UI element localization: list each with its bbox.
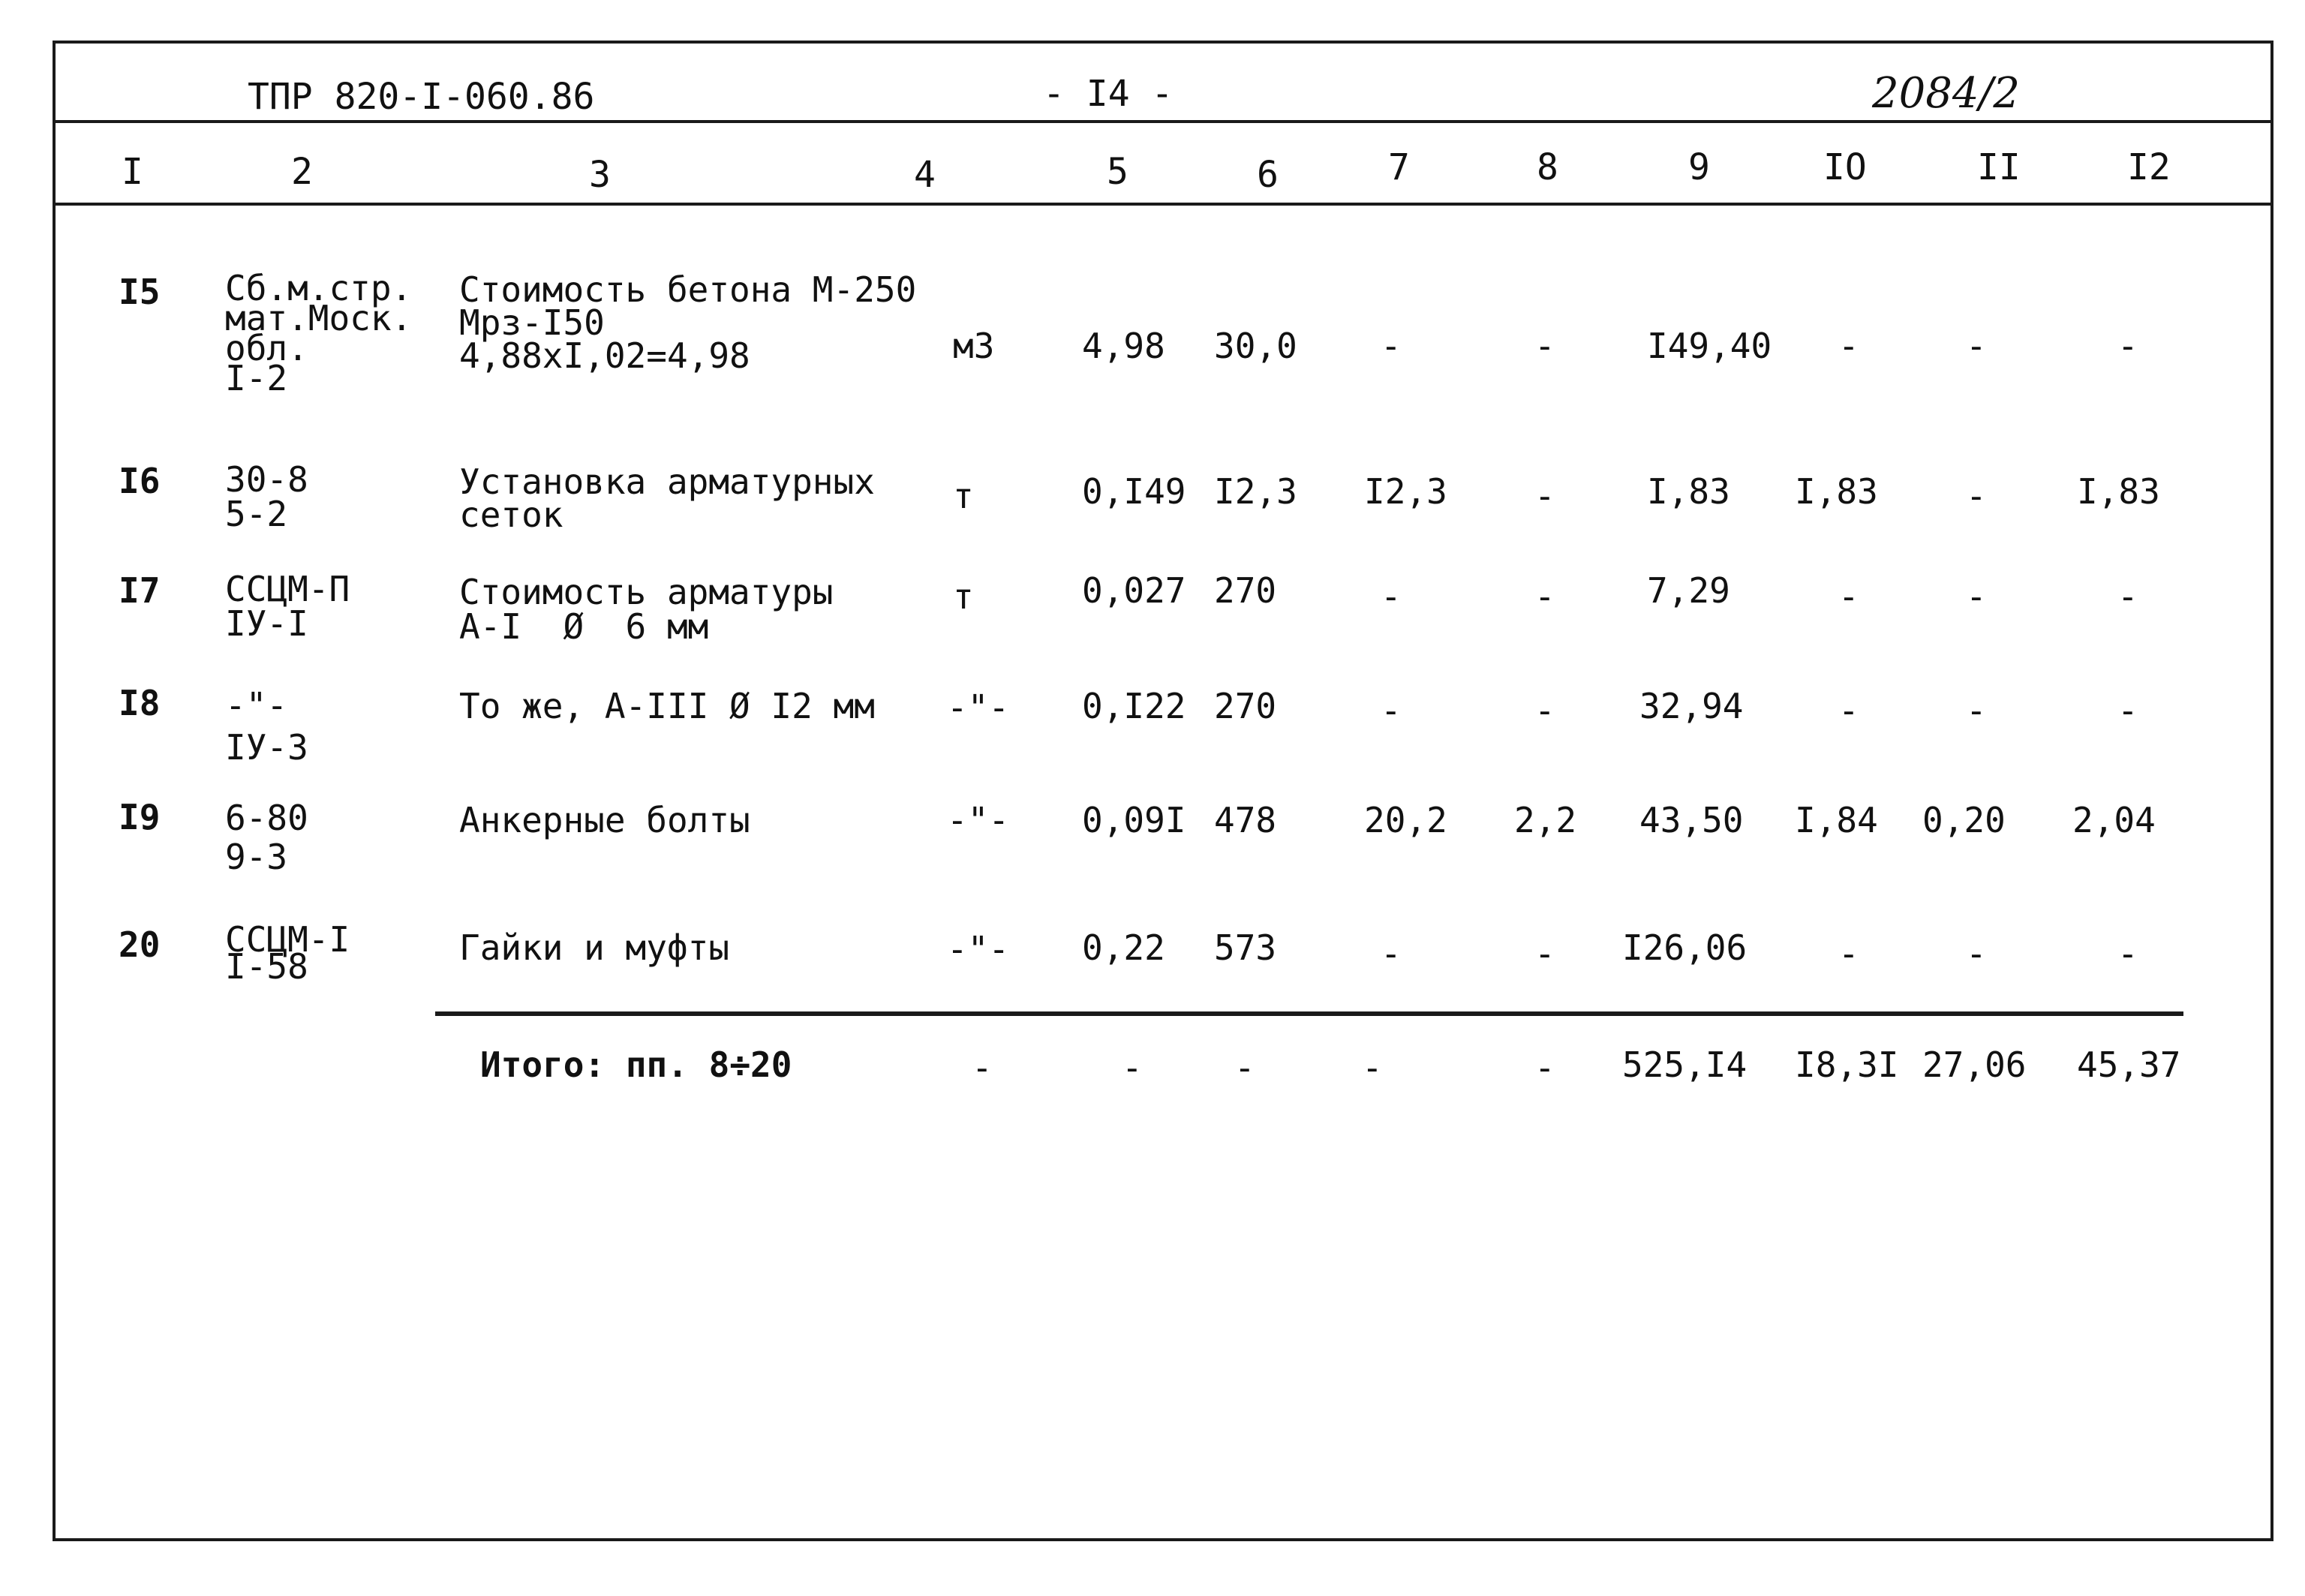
row-col8: -	[1534, 690, 1555, 731]
row-number: I5	[119, 272, 161, 312]
total-col8: -	[1534, 1047, 1555, 1088]
row-quantity: 0,09I	[1082, 800, 1186, 840]
row-code: ССЦМ-I I-58	[225, 919, 350, 987]
row-unit: т	[953, 476, 974, 516]
total-col6: -	[1234, 1047, 1255, 1088]
total-col9: 525,I4	[1622, 1044, 1748, 1085]
row-col11: 0,20	[1922, 800, 2006, 840]
column-header: II	[1977, 146, 2021, 188]
row-col12: I,83	[2077, 471, 2160, 512]
column-header: IO	[1823, 146, 1867, 188]
row-col7: -	[1381, 933, 1402, 974]
row-col11: -	[1966, 326, 1987, 366]
row-col12: -	[2117, 933, 2138, 974]
row-description: Установка арматурных сеток	[459, 461, 875, 535]
row-number: I9	[119, 797, 161, 837]
row-col9: I,83	[1647, 471, 1730, 512]
row-unit: -"-	[947, 800, 1010, 840]
row-number: 20	[119, 924, 161, 965]
row-number: I7	[119, 570, 161, 611]
column-header: 4	[914, 154, 936, 196]
document-code: ТПР 820-I-060.86	[248, 76, 595, 118]
row-number: I8	[119, 683, 161, 723]
header-divider	[53, 120, 2273, 123]
row-col11: -	[1966, 576, 1987, 617]
row-col11: -	[1966, 690, 1987, 731]
row-unit: т	[953, 576, 974, 617]
row-col7: -	[1381, 326, 1402, 366]
column-header: 8	[1537, 146, 1558, 188]
row-description: Стоимость арматуры А-I Ø 6 мм	[459, 572, 834, 647]
row-col10: I,84	[1795, 800, 1878, 840]
row-col8: -	[1534, 476, 1555, 516]
total-col5: -	[1122, 1047, 1143, 1088]
column-header: I	[122, 151, 143, 193]
row-col10: -	[1838, 933, 1859, 974]
column-header: 9	[1688, 146, 1710, 188]
column-header: I2	[2127, 146, 2171, 188]
total-col11: 27,06	[1922, 1044, 2027, 1085]
row-col7: I2,3	[1364, 471, 1447, 512]
column-header: 3	[589, 154, 611, 196]
row-code: 6-80 9-3	[225, 798, 308, 877]
total-label: Итого: пп. 8÷20	[480, 1044, 792, 1085]
total-col10: I8,3I	[1795, 1044, 1899, 1085]
row-col9: 32,94	[1639, 686, 1744, 726]
row-col8: -	[1534, 326, 1555, 366]
row-unit: -"-	[947, 929, 1010, 969]
column-header-divider	[53, 203, 2273, 206]
row-col10: -	[1838, 690, 1859, 731]
row-description: Стоимость бетона М-250 Мрз-I50 4,88xI,02=4,98	[459, 269, 917, 376]
total-col12: 45,37	[2077, 1044, 2181, 1085]
row-number: I6	[119, 461, 161, 501]
row-col9: I49,40	[1647, 326, 1772, 366]
total-divider	[435, 1011, 2183, 1016]
total-col7: -	[1362, 1047, 1383, 1088]
column-header: 7	[1388, 146, 1410, 188]
column-header: 2	[291, 151, 313, 193]
row-description: То же, А-III Ø I2 мм	[459, 686, 875, 726]
row-col11: -	[1966, 933, 1987, 974]
handwritten-sheet-number: 2084/2	[1872, 69, 2021, 118]
row-description: Гайки и муфты	[459, 927, 730, 968]
row-col10: -	[1838, 576, 1859, 617]
row-col8: 2,2	[1514, 800, 1577, 840]
row-col7: -	[1381, 690, 1402, 731]
row-col9: 43,50	[1639, 800, 1744, 840]
row-col9: I26,06	[1622, 927, 1748, 968]
row-quantity: 0,I22	[1082, 686, 1186, 726]
row-code: ССЦМ-П IУ-I	[225, 569, 350, 644]
row-col12: -	[2117, 326, 2138, 366]
row-col8: -	[1534, 576, 1555, 617]
column-header: 6	[1257, 154, 1279, 196]
row-quantity: 0,I49	[1082, 471, 1186, 512]
document-frame	[53, 41, 2273, 1541]
row-col12: -	[2117, 690, 2138, 731]
column-header: 5	[1107, 151, 1128, 193]
row-price: 30,0	[1214, 326, 1297, 366]
row-col12: -	[2117, 576, 2138, 617]
row-col7: -	[1381, 576, 1402, 617]
row-col8: -	[1534, 933, 1555, 974]
row-col10: -	[1838, 326, 1859, 366]
row-price: 573	[1214, 927, 1277, 968]
row-price: I2,3	[1214, 471, 1297, 512]
row-description: Анкерные болты	[459, 800, 750, 840]
row-quantity: 4,98	[1082, 326, 1165, 366]
row-price: 270	[1214, 686, 1277, 726]
row-unit: м3	[953, 326, 995, 366]
row-col9: 7,29	[1647, 570, 1730, 611]
row-code: Сб.м.стр. мат.Моск. обл. I-2	[225, 268, 413, 398]
row-quantity: 0,027	[1082, 570, 1186, 611]
row-quantity: 0,22	[1082, 927, 1165, 968]
row-unit: -"-	[947, 687, 1010, 728]
page-number: - I4 -	[1043, 73, 1174, 115]
row-col12: 2,04	[2072, 800, 2156, 840]
row-code: 30-8 5-2	[225, 459, 308, 534]
row-price: 270	[1214, 570, 1277, 611]
row-col10: I,83	[1795, 471, 1878, 512]
row-price: 478	[1214, 800, 1277, 840]
row-col7: 20,2	[1364, 800, 1447, 840]
row-col11: -	[1966, 476, 1987, 516]
total-col4: -	[972, 1047, 993, 1088]
row-code: -"- IУ-3	[225, 685, 308, 768]
